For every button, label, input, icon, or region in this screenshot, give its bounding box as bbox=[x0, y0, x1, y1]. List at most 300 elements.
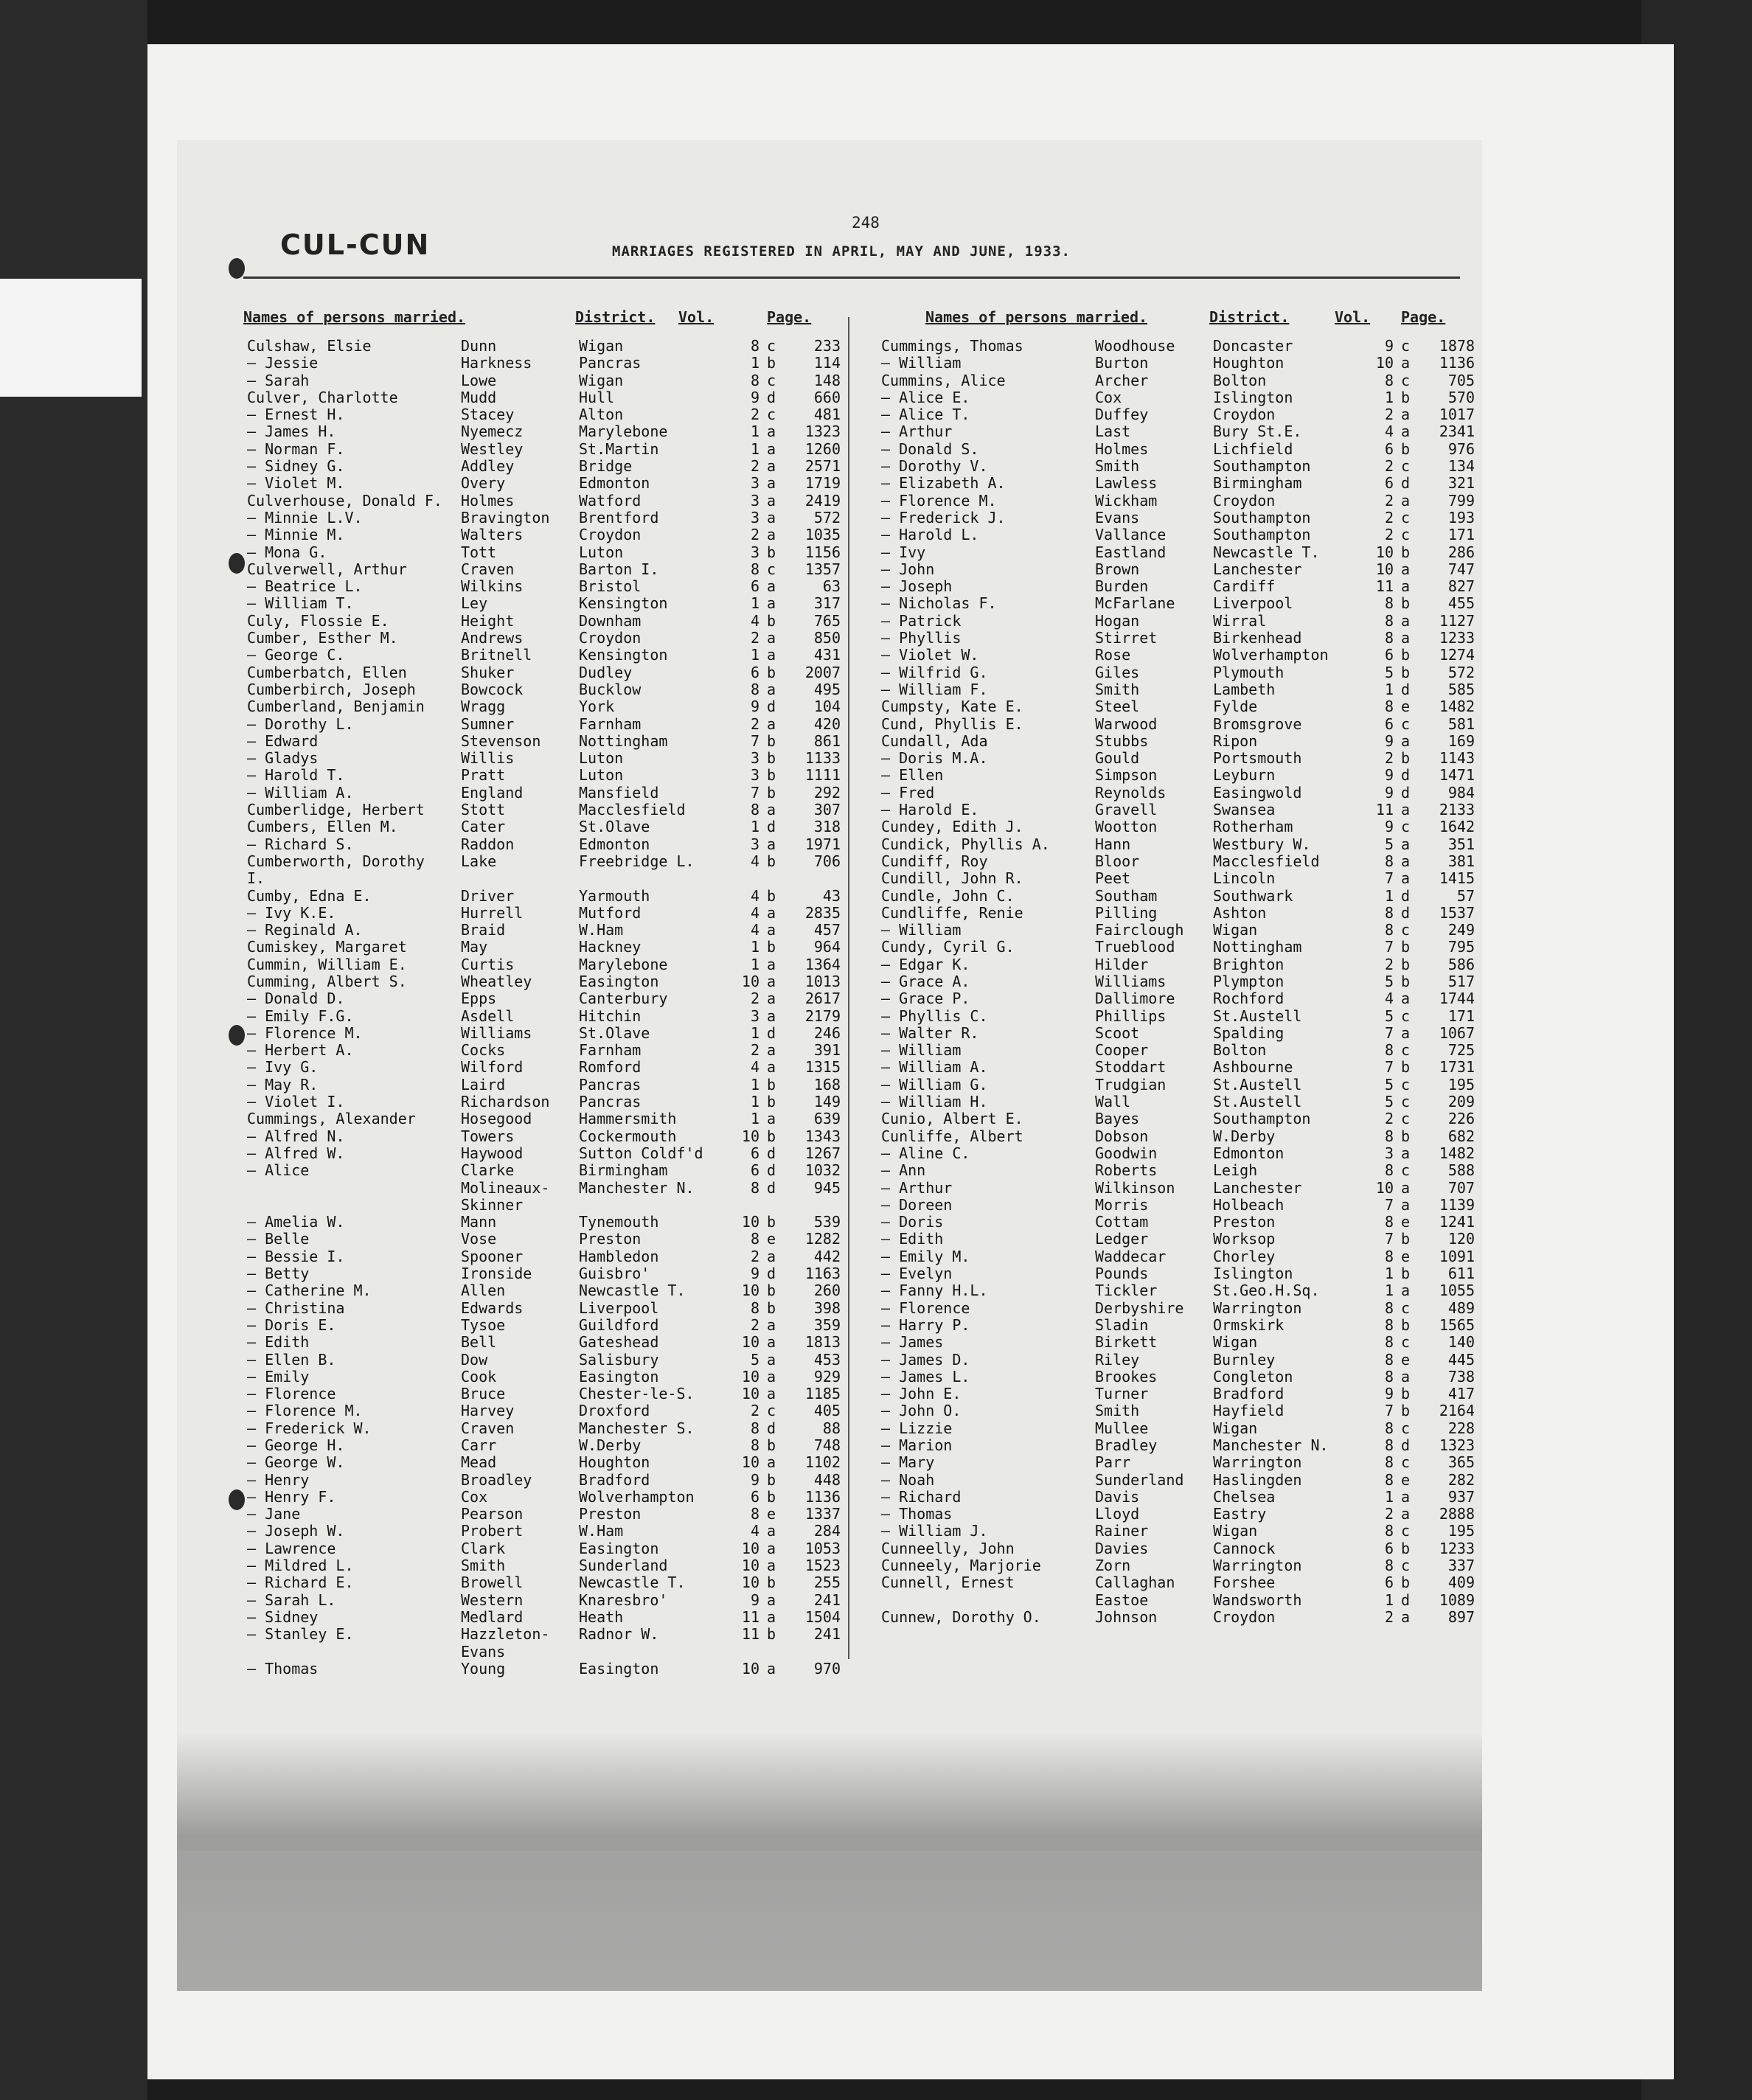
district: Luton bbox=[579, 766, 624, 785]
entry-name: Cumiskey, Margaret bbox=[247, 938, 407, 956]
register-entry bbox=[881, 423, 1478, 440]
page-ref: 417 bbox=[1447, 1385, 1475, 1403]
spouse-surname: Sunderland bbox=[1095, 1470, 1184, 1489]
district: Guisbro' bbox=[579, 1265, 650, 1283]
volume-letter: c bbox=[1401, 1006, 1411, 1025]
entry-name: — Fanny H.L. bbox=[881, 1282, 988, 1300]
volume: 9 bbox=[1384, 783, 1394, 802]
page-ref: 2133 bbox=[1439, 801, 1475, 819]
volume: 9 bbox=[750, 1265, 759, 1283]
volume-letter: c bbox=[1401, 1298, 1411, 1317]
district: Southwark bbox=[1213, 886, 1293, 905]
register-entry bbox=[247, 1402, 844, 1419]
volume: 1 bbox=[750, 818, 759, 836]
volume: 5 bbox=[1384, 663, 1394, 681]
register-entry bbox=[247, 1214, 844, 1231]
district: Lichfield bbox=[1213, 439, 1293, 458]
spouse-surname: Dow bbox=[461, 1350, 488, 1369]
column-divider bbox=[848, 317, 849, 1659]
volume: 2 bbox=[1384, 749, 1394, 768]
district: Croydon bbox=[579, 629, 642, 647]
entry-name: — Evelyn bbox=[881, 1265, 953, 1283]
volume: 10 bbox=[1375, 354, 1394, 372]
volume: 6 bbox=[750, 577, 759, 596]
district: St.Austell bbox=[1213, 1093, 1302, 1111]
spouse-surname: Warwood bbox=[1095, 715, 1158, 733]
entry-name: — William bbox=[881, 921, 962, 939]
entry-name: — Emily bbox=[247, 1367, 310, 1385]
spouse-surname: Tickler bbox=[1095, 1282, 1158, 1300]
spouse-surname: Bravington bbox=[461, 508, 550, 526]
entry-name: — Doris E. bbox=[247, 1315, 336, 1334]
page-ref: 1111 bbox=[804, 766, 841, 785]
spouse-surname: Steel bbox=[1095, 698, 1140, 716]
page-ref: 1067 bbox=[1439, 1023, 1475, 1042]
entry-name: — Harry P. bbox=[881, 1315, 970, 1334]
volume: 5 bbox=[1384, 835, 1394, 853]
register-entry bbox=[881, 1300, 1478, 1317]
district: Islington bbox=[1213, 1265, 1293, 1283]
register-entry bbox=[247, 973, 844, 990]
volume: 10 bbox=[741, 972, 759, 990]
volume: 8 bbox=[1384, 903, 1394, 922]
district: W.Derby bbox=[579, 1436, 642, 1454]
volume: 7 bbox=[1384, 869, 1394, 888]
page-ref: 2341 bbox=[1439, 423, 1475, 441]
district: Doncaster bbox=[1213, 337, 1293, 355]
page-ref: 970 bbox=[813, 1659, 841, 1677]
page-ref: 850 bbox=[813, 629, 841, 647]
spouse-surname: Andrews bbox=[461, 629, 524, 647]
volume-letter: a bbox=[767, 1659, 776, 1677]
page-ref: 929 bbox=[813, 1367, 841, 1385]
page-ref: 1523 bbox=[804, 1557, 841, 1575]
page-ref: 765 bbox=[813, 611, 841, 630]
district: Plympton bbox=[1213, 972, 1285, 990]
volume-letter: b bbox=[1401, 1230, 1411, 1248]
district: Kensington bbox=[579, 646, 668, 664]
volume-letter: a bbox=[767, 1590, 776, 1609]
volume: 6 bbox=[750, 1144, 759, 1162]
volume: 3 bbox=[750, 508, 759, 526]
volume: 10 bbox=[741, 1282, 759, 1300]
register-entry bbox=[247, 1523, 844, 1540]
spouse-surname: England bbox=[461, 783, 524, 802]
volume: 8 bbox=[1384, 1247, 1394, 1265]
district: Hitchin bbox=[579, 1006, 642, 1025]
volume-letter: c bbox=[1401, 508, 1411, 526]
district: Tynemouth bbox=[579, 1213, 659, 1231]
volume-letter: a bbox=[767, 1110, 776, 1128]
district: Wolverhampton bbox=[1213, 646, 1329, 664]
spouse-surname: Clark bbox=[461, 1539, 506, 1557]
district: Bolton bbox=[1213, 1041, 1267, 1060]
volume: 10 bbox=[741, 1659, 759, 1677]
volume: 5 bbox=[750, 1350, 759, 1369]
register-entry bbox=[881, 1540, 1478, 1557]
district: Spalding bbox=[1213, 1023, 1285, 1042]
page-ref: 337 bbox=[1447, 1557, 1475, 1575]
register-entry bbox=[881, 544, 1478, 561]
page-ref: 455 bbox=[1447, 594, 1475, 613]
district: Cockermouth bbox=[579, 1127, 677, 1145]
volume-letter: d bbox=[767, 698, 776, 716]
register-entry bbox=[247, 1557, 844, 1574]
register-entry bbox=[881, 698, 1478, 715]
register-entry bbox=[247, 595, 844, 612]
spouse-surname: Browell bbox=[461, 1574, 524, 1592]
page-ref: 1364 bbox=[804, 955, 841, 973]
spouse-surname: Simpson bbox=[1095, 766, 1158, 785]
register-entry bbox=[881, 1094, 1478, 1110]
register-entry bbox=[247, 888, 844, 905]
register-entry bbox=[247, 1334, 844, 1351]
page-ref: 398 bbox=[813, 1298, 841, 1317]
entry-name: — Emily M. bbox=[881, 1247, 970, 1265]
spouse-surname: Dallimore bbox=[1095, 990, 1175, 1008]
spouse-surname: Holmes bbox=[1095, 439, 1149, 458]
page-ref: 365 bbox=[1447, 1453, 1475, 1472]
register-entry bbox=[247, 1094, 844, 1110]
volume: 6 bbox=[1384, 1574, 1394, 1592]
page-ref: 1143 bbox=[1439, 749, 1475, 768]
spouse-surname: Bayes bbox=[1095, 1110, 1140, 1128]
register-entry bbox=[247, 441, 844, 458]
register-entry bbox=[247, 922, 844, 939]
page-ref: 481 bbox=[813, 406, 841, 424]
register-entry bbox=[881, 1197, 1478, 1214]
page-ref: 1504 bbox=[804, 1607, 841, 1626]
entry-name: — Grace A. bbox=[881, 972, 970, 990]
volume: 8 bbox=[1384, 611, 1394, 630]
page-ref: 1260 bbox=[804, 439, 841, 458]
register-entry bbox=[247, 578, 844, 595]
spouse-surname: Britnell bbox=[461, 646, 532, 664]
volume: 8 bbox=[1384, 1367, 1394, 1385]
page-ref: 228 bbox=[1447, 1419, 1475, 1437]
volume: 2 bbox=[750, 990, 759, 1008]
entry-name: — Henry bbox=[247, 1470, 310, 1489]
volume-letter: b bbox=[767, 1470, 776, 1489]
spouse-surname: Parr bbox=[1095, 1453, 1131, 1472]
entry-name: — George H. bbox=[247, 1436, 345, 1454]
volume-letter: a bbox=[767, 1539, 776, 1557]
district: Haslingden bbox=[1213, 1470, 1302, 1489]
entry-name: — Ivy G. bbox=[247, 1058, 319, 1077]
register-entry bbox=[247, 1661, 844, 1677]
volume-letter: b bbox=[1401, 972, 1411, 990]
entry-name: — Florence M. bbox=[881, 491, 997, 510]
volume: 1 bbox=[750, 1023, 759, 1042]
volume-letter: b bbox=[767, 543, 776, 561]
entry-name: Culshaw, Elsie bbox=[247, 337, 372, 355]
register-entry bbox=[247, 1454, 844, 1471]
spouse-surname: Sumner bbox=[461, 715, 515, 733]
volume: 4 bbox=[750, 921, 759, 939]
spouse-surname: Roberts bbox=[1095, 1161, 1158, 1180]
spouse-surname: Birkett bbox=[1095, 1333, 1158, 1352]
entry-name: Culy, Flossie E. bbox=[247, 611, 389, 630]
district: Portsmouth bbox=[1213, 749, 1302, 768]
volume-letter: d bbox=[767, 1023, 776, 1042]
spouse-surname: Hann bbox=[1095, 835, 1131, 853]
volume-letter: a bbox=[1401, 1505, 1411, 1523]
entry-name: Cummings, Thomas bbox=[881, 337, 1023, 355]
volume-letter: c bbox=[1401, 1075, 1411, 1094]
district: Hackney bbox=[579, 938, 642, 956]
volume: 5 bbox=[1384, 1006, 1394, 1025]
volume: 8 bbox=[1384, 1436, 1394, 1454]
volume: 9 bbox=[1384, 818, 1394, 836]
page-ref: 149 bbox=[813, 1093, 841, 1111]
register-entry bbox=[247, 1626, 844, 1643]
entry-name: — Frederick W. bbox=[247, 1419, 372, 1437]
page-ref: 1813 bbox=[804, 1333, 841, 1352]
register-entry bbox=[881, 1128, 1478, 1145]
page-ref: 1415 bbox=[1439, 869, 1475, 888]
entry-name: — Mona G. bbox=[247, 543, 327, 561]
register-entry bbox=[881, 1231, 1478, 1248]
page-ref: 1091 bbox=[1439, 1247, 1475, 1265]
volume: 3 bbox=[750, 1006, 759, 1025]
spouse-surname: Wootton bbox=[1095, 818, 1158, 836]
right-header-names: Names of persons married. bbox=[925, 308, 1148, 326]
page-ref: 1482 bbox=[1439, 698, 1475, 716]
district: Ashton bbox=[1213, 903, 1267, 922]
volume-letter: c bbox=[767, 406, 776, 424]
register-entry bbox=[881, 1008, 1478, 1025]
entry-name: — Gladys bbox=[247, 749, 319, 768]
volume-letter: a bbox=[1401, 1178, 1411, 1197]
entry-name: Cunnell, Ernest bbox=[881, 1574, 1015, 1592]
spouse-surname: Tysoe bbox=[461, 1315, 506, 1334]
entry-name: — Donald D. bbox=[247, 990, 345, 1008]
register-entry bbox=[247, 1180, 844, 1197]
register-entry bbox=[247, 458, 844, 475]
district: Droxford bbox=[579, 1402, 650, 1420]
entry-name: Cummings, Alexander bbox=[247, 1110, 416, 1128]
spouse-surname: Bloor bbox=[1095, 852, 1140, 870]
volume-letter: b bbox=[767, 1436, 776, 1454]
volume: 7 bbox=[1384, 1023, 1394, 1042]
entry-name: — Walter R. bbox=[881, 1023, 979, 1042]
register-entry bbox=[247, 475, 844, 492]
spouse-surname: Davis bbox=[1095, 1487, 1140, 1506]
page-ref: 1163 bbox=[804, 1265, 841, 1283]
volume: 8 bbox=[1384, 921, 1394, 939]
district: Macclesfield bbox=[579, 801, 686, 819]
volume: 4 bbox=[750, 1522, 759, 1540]
district: Bury St.E. bbox=[1213, 423, 1302, 441]
volume-letter: b bbox=[1401, 439, 1411, 458]
volume-letter: a bbox=[1401, 869, 1411, 888]
page-ref: 307 bbox=[813, 801, 841, 819]
district: Southampton bbox=[1213, 1110, 1311, 1128]
volume-letter: c bbox=[1401, 1453, 1411, 1472]
spouse-surname: Eastland bbox=[1095, 543, 1167, 561]
page-ref: 1133 bbox=[804, 749, 841, 768]
spouse-surname: Cooper bbox=[1095, 1041, 1149, 1060]
entry-name: — Ann bbox=[881, 1161, 926, 1180]
entry-name: — Arthur bbox=[881, 1178, 953, 1197]
register-entry bbox=[247, 338, 844, 355]
spouse-surname: Stott bbox=[461, 801, 506, 819]
register-entry bbox=[247, 1385, 844, 1402]
entry-name: Cunnew, Dorothy O. bbox=[881, 1607, 1041, 1626]
entry-name: — Sarah L. bbox=[247, 1590, 336, 1609]
spouse-surname: Woodhouse bbox=[1095, 337, 1175, 355]
spouse-surname: Smith bbox=[461, 1557, 506, 1575]
volume-letter: b bbox=[767, 783, 776, 802]
spouse-surname: Peet bbox=[1095, 869, 1131, 888]
spouse-surname: Pounds bbox=[1095, 1265, 1149, 1283]
register-entry bbox=[881, 1334, 1478, 1351]
volume: 10 bbox=[741, 1557, 759, 1575]
entry-name: — Lizzie bbox=[881, 1419, 953, 1437]
entry-name: — Fred bbox=[881, 783, 935, 802]
spouse-surname: Duffey bbox=[1095, 406, 1149, 424]
entry-name: — John O. bbox=[881, 1402, 962, 1420]
page-ref: 442 bbox=[813, 1247, 841, 1265]
district: Ormskirk bbox=[1213, 1315, 1285, 1334]
district: Canterbury bbox=[579, 990, 668, 1008]
entry-name: Cumberworth, Dorothy bbox=[247, 852, 425, 870]
volume: 1 bbox=[750, 1093, 759, 1111]
spouse-surname: Mead bbox=[461, 1453, 497, 1472]
page-ref: 1267 bbox=[804, 1144, 841, 1162]
district: Burnley bbox=[1213, 1350, 1276, 1369]
district: W.Derby bbox=[1213, 1127, 1276, 1145]
register-entry bbox=[881, 1437, 1478, 1454]
volume: 8 bbox=[750, 337, 759, 355]
page-ref: 148 bbox=[813, 371, 841, 389]
volume-letter: a bbox=[767, 1367, 776, 1385]
page-ref: 134 bbox=[1447, 457, 1475, 476]
volume: 2 bbox=[750, 1247, 759, 1265]
spouse-surname: Wilford bbox=[461, 1058, 524, 1077]
page-ref: 1357 bbox=[804, 560, 841, 578]
register-entry bbox=[881, 1265, 1478, 1282]
entry-name: Cundliffe, Renie bbox=[881, 903, 1023, 922]
volume-letter: b bbox=[767, 1093, 776, 1111]
volume-letter: a bbox=[1401, 491, 1411, 510]
entry-name: — Violet M. bbox=[247, 474, 345, 493]
spouse-surname: Wheatley bbox=[461, 972, 532, 990]
entry-name: — Joseph bbox=[881, 577, 953, 596]
register-entry bbox=[247, 510, 844, 526]
page-ref: 88 bbox=[822, 1419, 841, 1437]
district: Salisbury bbox=[579, 1350, 659, 1369]
spouse-surname: Clarke bbox=[461, 1161, 515, 1180]
spouse-surname: Dobson bbox=[1095, 1127, 1149, 1145]
volume-letter: b bbox=[1401, 938, 1411, 956]
index-range-code: CUL-CUN bbox=[280, 229, 431, 261]
volume-letter: a bbox=[767, 1247, 776, 1265]
volume: 7 bbox=[1384, 1402, 1394, 1420]
volume-letter: a bbox=[767, 629, 776, 647]
district: Mansfield bbox=[579, 783, 659, 802]
register-entry bbox=[881, 1472, 1478, 1489]
entry-name: Cummin, William E. bbox=[247, 955, 407, 973]
punch-hole-icon bbox=[229, 258, 245, 279]
entry-name: — Florence bbox=[247, 1385, 336, 1403]
volume-letter: a bbox=[1401, 835, 1411, 853]
entry-name: — Frederick J. bbox=[881, 508, 1006, 526]
entry-name: — Doris bbox=[881, 1213, 944, 1231]
district: Romford bbox=[579, 1058, 642, 1077]
volume: 8 bbox=[1384, 1522, 1394, 1540]
entry-name: — James L. bbox=[881, 1367, 970, 1385]
page-ref: 282 bbox=[1447, 1470, 1475, 1489]
spouse-surname: Shuker bbox=[461, 663, 515, 681]
register-entry bbox=[247, 905, 844, 922]
volume-letter: a bbox=[767, 439, 776, 458]
entry-name: Culver, Charlotte bbox=[247, 388, 398, 406]
district: Preston bbox=[1213, 1213, 1276, 1231]
entry-name: — Emily F.G. bbox=[247, 1006, 354, 1025]
volume-letter: b bbox=[767, 1625, 776, 1644]
spouse-surname: Stoddart bbox=[1095, 1058, 1167, 1077]
entry-name: — Alice bbox=[247, 1161, 310, 1180]
volume-letter: a bbox=[767, 1350, 776, 1369]
district: Croydon bbox=[1213, 406, 1276, 424]
volume: 8 bbox=[750, 1505, 759, 1523]
register-entry bbox=[247, 1472, 844, 1489]
entry-name: — Belle bbox=[247, 1230, 310, 1248]
volume-letter: a bbox=[1401, 560, 1411, 578]
spouse-surname: Medlard bbox=[461, 1607, 524, 1626]
volume-letter: b bbox=[1401, 594, 1411, 613]
volume-letter: b bbox=[1401, 543, 1411, 561]
volume: 2 bbox=[1384, 1607, 1394, 1626]
district: Rochford bbox=[1213, 990, 1285, 1008]
volume-letter: d bbox=[1401, 783, 1411, 802]
spouse-surname: Broadley bbox=[461, 1470, 532, 1489]
district: Leigh bbox=[1213, 1161, 1258, 1180]
district: Kensington bbox=[579, 594, 668, 613]
entry-name: — Henry F. bbox=[247, 1487, 336, 1506]
volume-letter: a bbox=[1401, 1607, 1411, 1626]
page-ref: 2888 bbox=[1439, 1505, 1475, 1523]
entry-name: Cundle, John C. bbox=[881, 886, 1015, 905]
entry-name: — Marion bbox=[881, 1436, 953, 1454]
spouse-surname: Skinner bbox=[461, 1195, 524, 1214]
volume: 2 bbox=[750, 457, 759, 476]
volume: 8 bbox=[1384, 1315, 1394, 1334]
district: Ashbourne bbox=[1213, 1058, 1293, 1077]
district: Worksop bbox=[1213, 1230, 1276, 1248]
register-entry bbox=[247, 423, 844, 440]
district: Bolton bbox=[1213, 371, 1267, 389]
entry-name: — Mary bbox=[881, 1453, 935, 1472]
volume-letter: d bbox=[767, 1144, 776, 1162]
page-ref: 241 bbox=[813, 1625, 841, 1644]
page-ref: 195 bbox=[1447, 1522, 1475, 1540]
entry-name: — Richard bbox=[881, 1487, 962, 1506]
page-ref: 1315 bbox=[804, 1058, 841, 1077]
page-ref: 586 bbox=[1447, 955, 1475, 973]
register-entry bbox=[247, 681, 844, 698]
left-header-page: Page. bbox=[767, 308, 812, 326]
register-entry bbox=[247, 750, 844, 767]
punch-hole-icon bbox=[229, 1025, 245, 1046]
spouse-surname: Burton bbox=[1095, 354, 1149, 372]
district: Congleton bbox=[1213, 1367, 1293, 1385]
page-ref: 171 bbox=[1447, 1006, 1475, 1025]
volume-letter: a bbox=[767, 835, 776, 853]
register-entry bbox=[247, 1197, 844, 1214]
spouse-surname: Willis bbox=[461, 749, 515, 768]
